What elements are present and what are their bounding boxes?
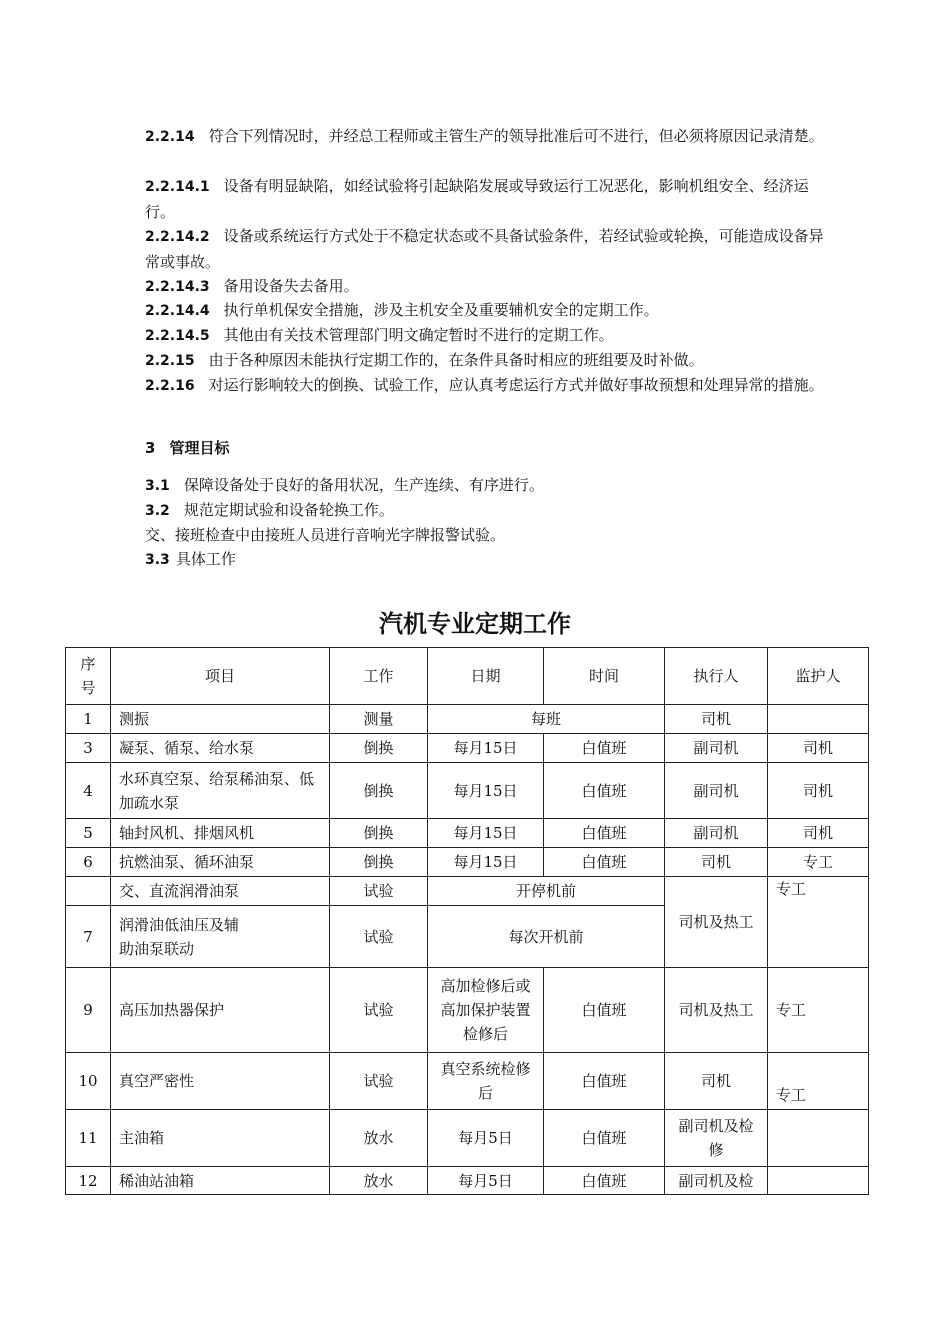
cell-item: 凝泵、循泵、给水泵 (111, 734, 330, 763)
cell-seq: 12 (66, 1167, 111, 1195)
clause-text: 符合下列情况时，并经总工程师或主管生产的领导批准后可不进行，但必须将原因记录清楚。 (208, 127, 824, 145)
cell-exec: 司机 (665, 705, 768, 734)
cell-guard: 专工 (768, 1053, 869, 1110)
cell-work: 倒换 (330, 734, 428, 763)
cell-exec: 副司机 (665, 763, 768, 819)
header-time: 时间 (544, 648, 665, 705)
cell-guard: 专工 (768, 848, 869, 877)
item-number: 3.3 (145, 552, 170, 568)
clause-number: 2.2.14.1 (145, 179, 210, 195)
cell-work: 倒换 (330, 848, 428, 877)
clause-number: 2.2.15 (145, 353, 195, 369)
cell-guard (768, 705, 869, 734)
cell-guard: 司机 (768, 763, 869, 819)
table-row (66, 968, 869, 1053)
clause-text: 由于各种原因未能执行定期工作的，在条件具备时相应的班组要及时补做。 (208, 351, 704, 369)
cell-item: 水环真空泵、给泵稀油泵、低加疏水泵 (111, 763, 330, 819)
header-date: 日期 (428, 648, 544, 705)
clause-2-2-15 (145, 348, 825, 374)
clause-text: 备用设备失去备用。 (223, 277, 359, 295)
cell-date: 真空系统检修后 (428, 1053, 544, 1110)
clause-number: 2.2.14.2 (145, 229, 210, 245)
goal-number: 3.1 (145, 478, 170, 494)
cell-seq (66, 877, 111, 906)
cell-item: 测振 (111, 705, 330, 734)
cell-datetime: 每班 (428, 705, 665, 734)
clause-2-2-14-2 (145, 224, 825, 274)
item-3-3 (145, 547, 825, 573)
schedule-table (65, 647, 869, 1195)
section-heading (145, 437, 229, 458)
clause-2-2-14-3 (145, 274, 825, 300)
table-row (66, 705, 869, 734)
header-work: 工作 (330, 648, 428, 705)
clause-number: 2.2.14.4 (145, 303, 210, 319)
cell-work: 试验 (330, 968, 428, 1053)
cell-item: 交、直流润滑油泵 (111, 877, 330, 906)
cell-seq: 9 (66, 968, 111, 1053)
cell-time: 白值班 (544, 848, 665, 877)
cell-time: 白值班 (544, 968, 665, 1053)
table-row (66, 848, 869, 877)
table-row (66, 763, 869, 819)
cell-time: 白值班 (544, 1110, 665, 1167)
cell-item: 润滑油低油压及辅助油泵联动 (111, 906, 330, 968)
cell-time: 白值班 (544, 1167, 665, 1195)
cell-date: 每月15日 (428, 819, 544, 848)
cell-item: 高压加热器保护 (111, 968, 330, 1053)
cell-seq: 3 (66, 734, 111, 763)
cell-item: 抗燃油泵、循环油泵 (111, 848, 330, 877)
cell-exec: 司机 (665, 848, 768, 877)
clause-2-2-14 (145, 124, 825, 150)
goal-text: 保障设备处于良好的备用状况，生产连续、有序进行。 (183, 476, 544, 494)
cell-work: 试验 (330, 906, 428, 968)
table-title: 汽机专业定期工作 (379, 610, 571, 638)
cell-work: 测量 (330, 705, 428, 734)
item-text: 具体工作 (175, 550, 236, 568)
section-number: 3 (145, 439, 156, 457)
cell-date: 每月15日 (428, 848, 544, 877)
table-row (66, 1167, 869, 1195)
cell-date: 高加检修后或高加保护装置检修后 (428, 968, 544, 1053)
cell-seq: 5 (66, 819, 111, 848)
cell-time: 白值班 (544, 734, 665, 763)
clause-2-2-14-4 (145, 298, 825, 324)
cell-date: 每月15日 (428, 734, 544, 763)
table-row (66, 1053, 869, 1110)
cell-exec: 司机 (665, 1053, 768, 1110)
cell-item: 轴封风机、排烟风机 (111, 819, 330, 848)
cell-exec: 副司机 (665, 734, 768, 763)
clause-text: 对运行影响较大的倒换、试验工作，应认真考虑运行方式并做好事故预想和处理异常的措施。 (208, 376, 824, 394)
extra-line: 交、接班检查中由接班人员进行音响光字牌报警试验。 (145, 526, 506, 544)
table-row (66, 819, 869, 848)
cell-seq: 6 (66, 848, 111, 877)
cell-guard: 司机 (768, 734, 869, 763)
cell-seq: 10 (66, 1053, 111, 1110)
cell-time: 白值班 (544, 763, 665, 819)
cell-datetime: 每次开机前 (428, 906, 665, 968)
clause-number: 2.2.16 (145, 378, 195, 394)
header-item: 项目 (111, 648, 330, 705)
cell-seq: 11 (66, 1110, 111, 1167)
table-row (66, 1110, 869, 1167)
cell-guard: 专工 (768, 968, 869, 1053)
clause-text: 其他由有关技术管理部门明文确定暂时不进行的定期工作。 (223, 326, 614, 344)
cell-seq: 1 (66, 705, 111, 734)
cell-guard (768, 1110, 869, 1167)
goal-3-2 (145, 498, 825, 524)
cell-work: 试验 (330, 877, 428, 906)
section-title: 管理目标 (169, 439, 230, 457)
clause-2-2-14-5 (145, 323, 825, 349)
cell-work: 倒换 (330, 763, 428, 819)
cell-work: 放水 (330, 1110, 428, 1167)
cell-work: 倒换 (330, 819, 428, 848)
cell-work: 放水 (330, 1167, 428, 1195)
cell-guard: 专工 (768, 877, 869, 968)
cell-guard: 司机 (768, 819, 869, 848)
cell-exec: 副司机及检修 (665, 1110, 768, 1167)
table-row (66, 877, 869, 906)
cell-date: 每月5日 (428, 1110, 544, 1167)
cell-seq: 4 (66, 763, 111, 819)
clause-text: 设备或系统运行方式处于不稳定状态或不具备试验条件，若经试验或轮换，可能造成设备异常或事故。 (145, 227, 824, 271)
cell-exec: 副司机 (665, 819, 768, 848)
clause-number: 2.2.14.5 (145, 328, 210, 344)
cell-item: 真空严密性 (111, 1053, 330, 1110)
clause-number: 2.2.14.3 (145, 279, 210, 295)
header-exec: 执行人 (665, 648, 768, 705)
clause-text: 执行单机保安全措施，涉及主机安全及重要辅机安全的定期工作。 (223, 301, 659, 319)
cell-time: 白值班 (544, 1053, 665, 1110)
header-seq: 序号 (66, 648, 111, 705)
cell-work: 试验 (330, 1053, 428, 1110)
clause-number: 2.2.14 (145, 129, 195, 145)
goal-number: 3.2 (145, 503, 170, 519)
cell-exec: 司机及热工 (665, 968, 768, 1053)
goal-text: 规范定期试验和设备轮换工作。 (183, 501, 394, 519)
table-header-row (66, 648, 869, 705)
clause-2-2-14-1 (145, 174, 825, 224)
cell-date: 每月15日 (428, 763, 544, 819)
cell-datetime: 开停机前 (428, 877, 665, 906)
cell-item: 稀油站油箱 (111, 1167, 330, 1195)
header-guard: 监护人 (768, 648, 869, 705)
table-row (66, 734, 869, 763)
cell-exec: 副司机及检 (665, 1167, 768, 1195)
cell-seq: 7 (66, 906, 111, 968)
cell-date: 每月5日 (428, 1167, 544, 1195)
cell-item: 主油箱 (111, 1110, 330, 1167)
goal-3-1 (145, 473, 825, 499)
clause-text: 设备有明显缺陷，如经试验将引起缺陷发展或导致运行工况恶化，影响机组安全、经济运行。 (145, 177, 809, 221)
clause-2-2-16 (145, 373, 825, 399)
cell-time: 白值班 (544, 819, 665, 848)
cell-exec: 司机及热工 (665, 877, 768, 968)
cell-guard (768, 1167, 869, 1195)
